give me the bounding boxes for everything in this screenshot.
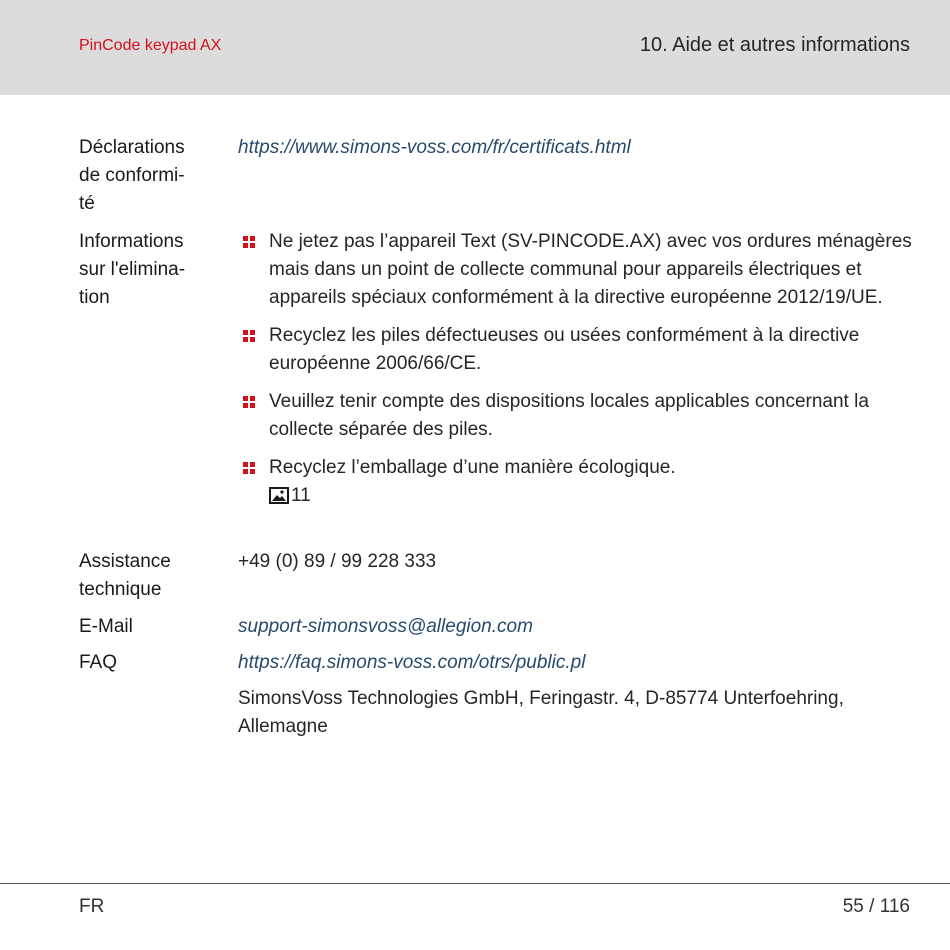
faq-link[interactable]: https://faq.simons-voss.com/otrs/public.pl [238, 652, 586, 673]
email-link[interactable]: support-simonsvoss@allegion.com [238, 616, 533, 637]
list-item [238, 322, 918, 378]
section-title: 10. Aide et autres informations [639, 34, 910, 56]
product-name: PinCode keypad AX [79, 37, 222, 54]
email-label: E-Mail [79, 616, 133, 637]
footer-language: FR [79, 896, 105, 917]
bullet-text: Ne jetez pas l’appareil Text (SV-PINCODE.AX) avec vos ordures ménagères mais dans un point de collecte communal pour appareils électriques et appareils spéciaux conformément à la directive européenne 2012/19/UE. [269, 231, 912, 308]
list-item [238, 228, 918, 312]
support-label: Assistance technique [79, 551, 171, 600]
bullet-text: Veuillez tenir compte des dispositions locales applicables concernant la collecte séparée des piles. [269, 391, 869, 440]
bullet-text: Recyclez les piles défectueuses ou usées conformément à la directive européenne 2006/66/CE. [269, 325, 860, 374]
image-reference-number: 11 [291, 485, 311, 506]
disposal-list [238, 228, 918, 510]
declarations-link[interactable]: https://www.simons-voss.com/fr/certificats.html [238, 137, 631, 158]
support-phone: +49 (0) 89 / 99 228 333 [238, 551, 437, 572]
bullet-icon [243, 330, 255, 342]
page-number: 55 / 116 [842, 896, 910, 917]
declarations-label: Déclarations de conformi- té [79, 137, 185, 214]
disposal-label: Informations sur l'elimina- tion [79, 231, 186, 308]
image-icon [269, 487, 289, 504]
bullet-icon [243, 462, 255, 474]
list-item [238, 454, 918, 510]
list-item [238, 388, 918, 444]
image-reference[interactable] [269, 482, 918, 510]
bullet-icon [243, 236, 255, 248]
bullet-icon [243, 396, 255, 408]
bullet-text: Recyclez l’emballage d’une manière écologique. [269, 457, 676, 478]
footer-divider [0, 883, 950, 884]
page-header [0, 0, 950, 95]
company-address: SimonsVoss Technologies GmbH, Feringastr. 4, D-85774 Unterfoehring, Allemagne [238, 688, 844, 737]
faq-label: FAQ [79, 652, 118, 673]
